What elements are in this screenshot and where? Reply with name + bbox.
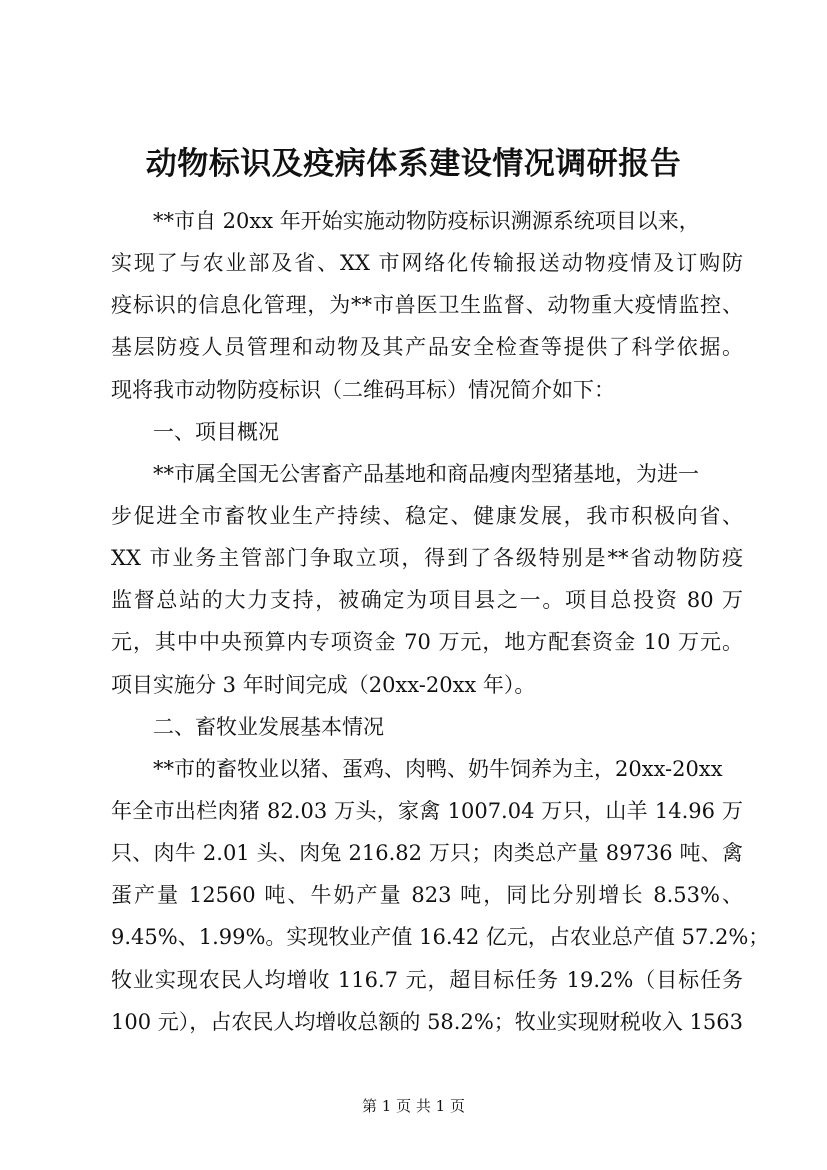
document-body <box>111 200 770 1043</box>
paragraph-line: 现将我市动物防疫标识（二维码耳标）情况简介如下： <box>111 377 615 402</box>
paragraph-line: 疫标识的信息化管理，为**市兽医卫生监督、动物重大疫情监控、 <box>111 293 743 318</box>
paragraph-line: 蛋产量 12560 吨、牛奶产量 823 吨，同比分别增长 8.53%、 <box>111 883 743 908</box>
document-title: 动物标识及疫病体系建设情况调研报告 <box>145 146 682 182</box>
paragraph-line: 步促进全市畜牧业生产持续、稳定、健康发展，我市积极向省、 <box>111 503 743 528</box>
paragraph-line: 年全市出栏肉猪 82.03 万头，家禽 1007.04 万只，山羊 14.96 万 <box>111 798 743 823</box>
paragraph-line: 监督总站的大力支持，被确定为项目县之一。项目总投资 80 万 <box>111 588 743 613</box>
section-heading: 二、畜牧业发展基本情况 <box>153 714 384 739</box>
section-heading: 一、项目概况 <box>153 419 279 444</box>
paragraph-line: 只、肉牛 2.01 头、肉兔 216.82 万只；肉类总产量 89736 吨、禽 <box>111 841 743 866</box>
paragraph-line: 牧业实现农民人均增收 116.7 元，超目标任务 19.2%（目标任务 <box>111 967 743 992</box>
paragraph-line: 实现了与农业部及省、XX 市网络化传输报送动物疫情及订购防 <box>111 251 743 276</box>
paragraph-line: **市的畜牧业以猪、蛋鸡、肉鸭、奶牛饲养为主，20xx-20xx <box>153 756 723 781</box>
paragraph-line: 100 元），占农民人均增收总额的 58.2%；牧业实现财税收入 1563 <box>111 1009 743 1034</box>
paragraph-line: 元，其中中央预算内专项资金 70 万元，地方配套资金 10 万元。 <box>111 630 743 655</box>
paragraph-line: **市属全国无公害畜产品基地和商品瘦肉型猪基地，为进一 <box>153 461 699 486</box>
page-footer: 第 1 页 共 1 页 <box>362 1097 465 1115</box>
paragraph-line: 9.45%、1.99%。实现牧业产值 16.42 亿元，占农业总产值 57.2%； <box>111 925 770 950</box>
paragraph-line: 基层防疫人员管理和动物及其产品安全检查等提供了科学依据。 <box>111 335 743 360</box>
paragraph-line: 项目实施分 3 年时间完成（20xx-20xx 年）。 <box>111 672 536 697</box>
paragraph-line: XX 市业务主管部门争取立项，得到了各级特别是**省动物防疫 <box>111 546 743 571</box>
paragraph-line: **市自 20xx 年开始实施动物防疫标识溯源系统项目以来， <box>153 209 700 233</box>
